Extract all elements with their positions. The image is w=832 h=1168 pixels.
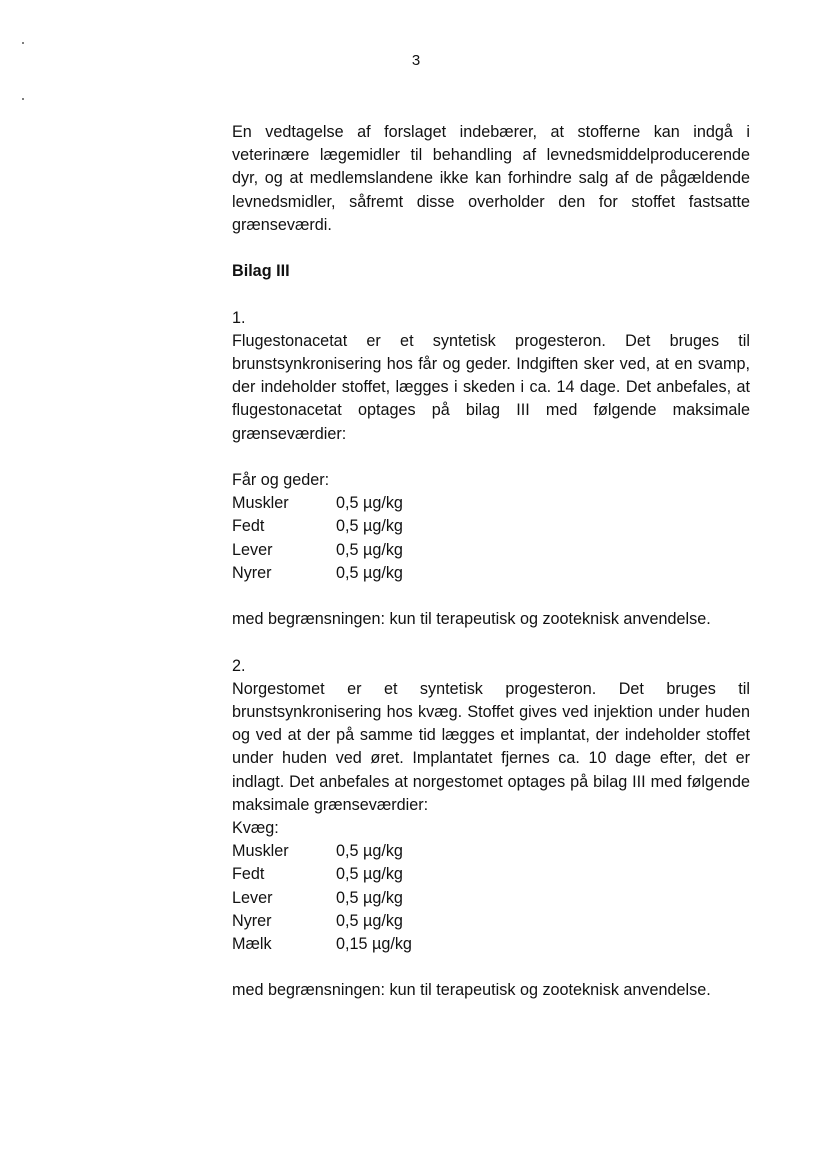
- section-2-limits-table: [232, 840, 750, 956]
- limit-tissue: Fedt: [232, 865, 265, 884]
- limit-tissue: Muskler: [232, 842, 289, 861]
- limit-value: 0,5 µg/kg: [336, 517, 403, 536]
- limit-row: [232, 840, 750, 863]
- limit-tissue: Lever: [232, 540, 273, 559]
- limit-value: 0,5 µg/kg: [336, 563, 403, 582]
- section-1-restriction: med begrænsningen: kun til terapeutisk og zooteknisk anvendelse.: [232, 610, 711, 629]
- limit-tissue: Nyrer: [232, 563, 272, 582]
- page-number: 3: [411, 52, 421, 69]
- limit-value: 0,5 µg/kg: [336, 888, 403, 907]
- limit-tissue: Lever: [232, 888, 273, 907]
- limit-value: 0,5 µg/kg: [336, 865, 403, 884]
- limit-row: [232, 539, 750, 562]
- limit-row: [232, 863, 750, 886]
- section-2-restriction: med begrænsningen: kun til terapeutisk og zooteknisk anvendelse.: [232, 981, 711, 1000]
- limit-value: 0,5 µg/kg: [336, 494, 403, 513]
- section-1-text: Flugestonacetat er et syntetisk progesteron. Det bruges til brunstsynkronisering hos får og geder. Indgiften sker ved, at en svamp, der indeholder stoffet, lægges i skeden i ca. 14 dage. Det anbefales, at flugestonacetat optages på bilag III med følgende maksimale grænseværdier:: [232, 331, 750, 443]
- limit-tissue: Fedt: [232, 517, 265, 536]
- section-2-species: Kvæg:: [232, 819, 279, 838]
- section-1-species: Får og geder:: [232, 471, 330, 489]
- section-2-number: 2.: [232, 656, 246, 675]
- limit-row: [232, 515, 750, 538]
- limit-tissue: Muskler: [232, 494, 289, 513]
- section-1-number: 1.: [232, 308, 246, 327]
- document-body: [232, 121, 750, 1003]
- limit-row: [232, 933, 750, 956]
- limit-value: 0,5 µg/kg: [336, 911, 403, 930]
- intro-paragraph: En vedtagelse af forslaget indebærer, at stofferne kan indgå i veterinære lægemidler til behandling af levnedsmiddelproducerende dyr, og at medlemslandene ikke kan forhindre salg af de pågældende levnedsmidler, såfremt disse overholder den for stoffet fastsatte grænseværdi.: [232, 123, 750, 234]
- scan-speck: [22, 42, 24, 44]
- limit-row: [232, 492, 750, 515]
- section-heading: Bilag III: [232, 262, 290, 281]
- section-2-text: Norgestomet er et syntetisk progesteron. Det bruges til brunstsynkronisering hos kvæg. Stoffet gives ved injektion under huden og ved at der på samme tid lægges et implantat, der indeholder stoffet under huden ved øret. Implantatet fjernes ca. 10 dage efter, det er indlagt. Det anbefales at norgestomet optages på bilag III med følgende maksimale grænseværdier:: [232, 679, 750, 814]
- scan-speck: [22, 98, 24, 100]
- limit-tissue: Mælk: [232, 935, 272, 954]
- limit-value: 0,5 µg/kg: [336, 540, 403, 559]
- limit-row: [232, 887, 750, 910]
- limit-value: 0,5 µg/kg: [336, 842, 403, 861]
- section-1-limits-table: [232, 492, 750, 585]
- limit-row: [232, 562, 750, 585]
- limit-tissue: Nyrer: [232, 911, 272, 930]
- limit-row: [232, 910, 750, 933]
- limit-value: 0,15 µg/kg: [336, 935, 412, 954]
